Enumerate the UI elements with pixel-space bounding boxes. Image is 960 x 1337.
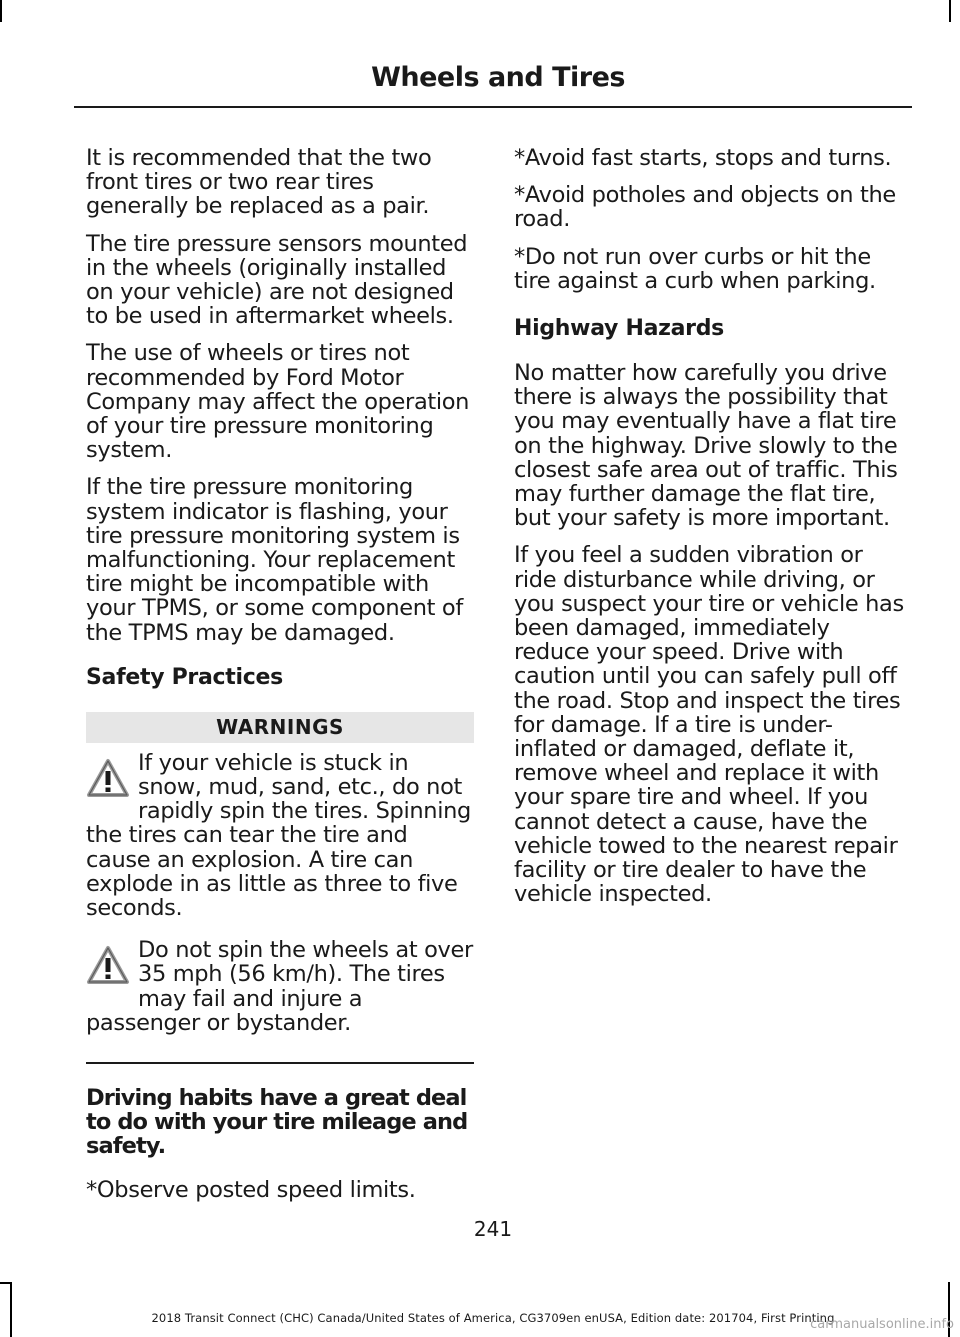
bullet-item: *Avoid fast starts, stops and turns.: [514, 145, 892, 171]
page-header-title: Wheels and Tires: [371, 62, 625, 93]
section-heading-safety: Safety Practices: [86, 664, 283, 690]
warning-triangle-icon: [86, 757, 130, 801]
crop-mark-bottom-left-h: [0, 1282, 12, 1284]
warning-text: If your vehicle is stuck in snow, mud, sand, etc., do not rapidly spin the tires. Spinning the tires can tear the tire and cause an explosion. A tire can explode in as little as three to five seconds.: [86, 749, 471, 922]
warning-item: [86, 938, 474, 1035]
paragraph: The tire pressure sensors mounted in the wheels (originally installed on your vehicle) are not designed to be used in aftermarket wheels.: [86, 230, 468, 330]
paragraph: The use of wheels or tires not recommended by Ford Motor Company may affect the operation of your tire pressure monitoring system.: [86, 340, 470, 464]
watermark: carmanualsonline.info: [810, 1317, 954, 1332]
warnings-end-rule: [86, 1062, 474, 1064]
paragraph: It is recommended that the two front tires or two rear tires generally be replaced as a pair.: [86, 145, 432, 220]
crop-mark-bottom-left: [10, 1282, 12, 1337]
bullet-item: *Avoid potholes and objects on the road.: [514, 182, 896, 233]
crop-mark-top-left: [0, 0, 2, 22]
section-heading-driving-habits: Driving habits have a great deal to do with your tire mileage and safety.: [86, 1084, 468, 1159]
footer-publication-info: 2018 Transit Connect (CHC) Canada/United States of America, CG3709en enUSA, Edition date: 201704, First Printing: [151, 1311, 835, 1325]
page-number: 241: [473, 1217, 513, 1241]
header-divider: [74, 106, 912, 108]
bullet-item: *Observe posted speed limits.: [86, 1176, 416, 1203]
bullet-item: *Do not run over curbs or hit the tire against a curb when parking.: [514, 243, 876, 294]
section-heading-highway-hazards: Highway Hazards: [514, 316, 724, 342]
left-column: [86, 146, 474, 1215]
crop-mark-top-right: [949, 0, 951, 22]
warning-triangle-icon: [86, 944, 130, 988]
right-column: [514, 146, 906, 919]
warning-item: [86, 751, 474, 920]
paragraph: No matter how carefully you drive there is always the possibility that you may eventually have a flat tire on the highway. Drive slowly to the closest safe area out of traffic. This may further damage the flat tire, but your safety is more important.: [514, 360, 898, 532]
warning-text: Do not spin the wheels at over 35 mph (56 km/h). The tires may fail and injure a passenger or bystander.: [86, 937, 473, 1036]
paragraph: If the tire pressure monitoring system indicator is flashing, your tire pressure monitoring system is malfunctioning. Your replacement tire might be incompatible with your TPMS, or some component of the TPMS may be damaged.: [86, 474, 463, 646]
paragraph: If you feel a sudden vibration or ride disturbance while driving, or you suspect your tire or vehicle has been damaged, immediately reduce your speed. Drive with caution until you can safely pull off the road. Stop and inspect the tires for damage. If a tire is under-inflated or damaged, deflate it, remove wheel and replace it with your spare tire and wheel. If you cannot detect a cause, have the vehicle towed to the nearest repair facility or tire dealer to have the vehicle inspected.: [514, 542, 904, 908]
warnings-header: WARNINGS: [86, 712, 474, 743]
